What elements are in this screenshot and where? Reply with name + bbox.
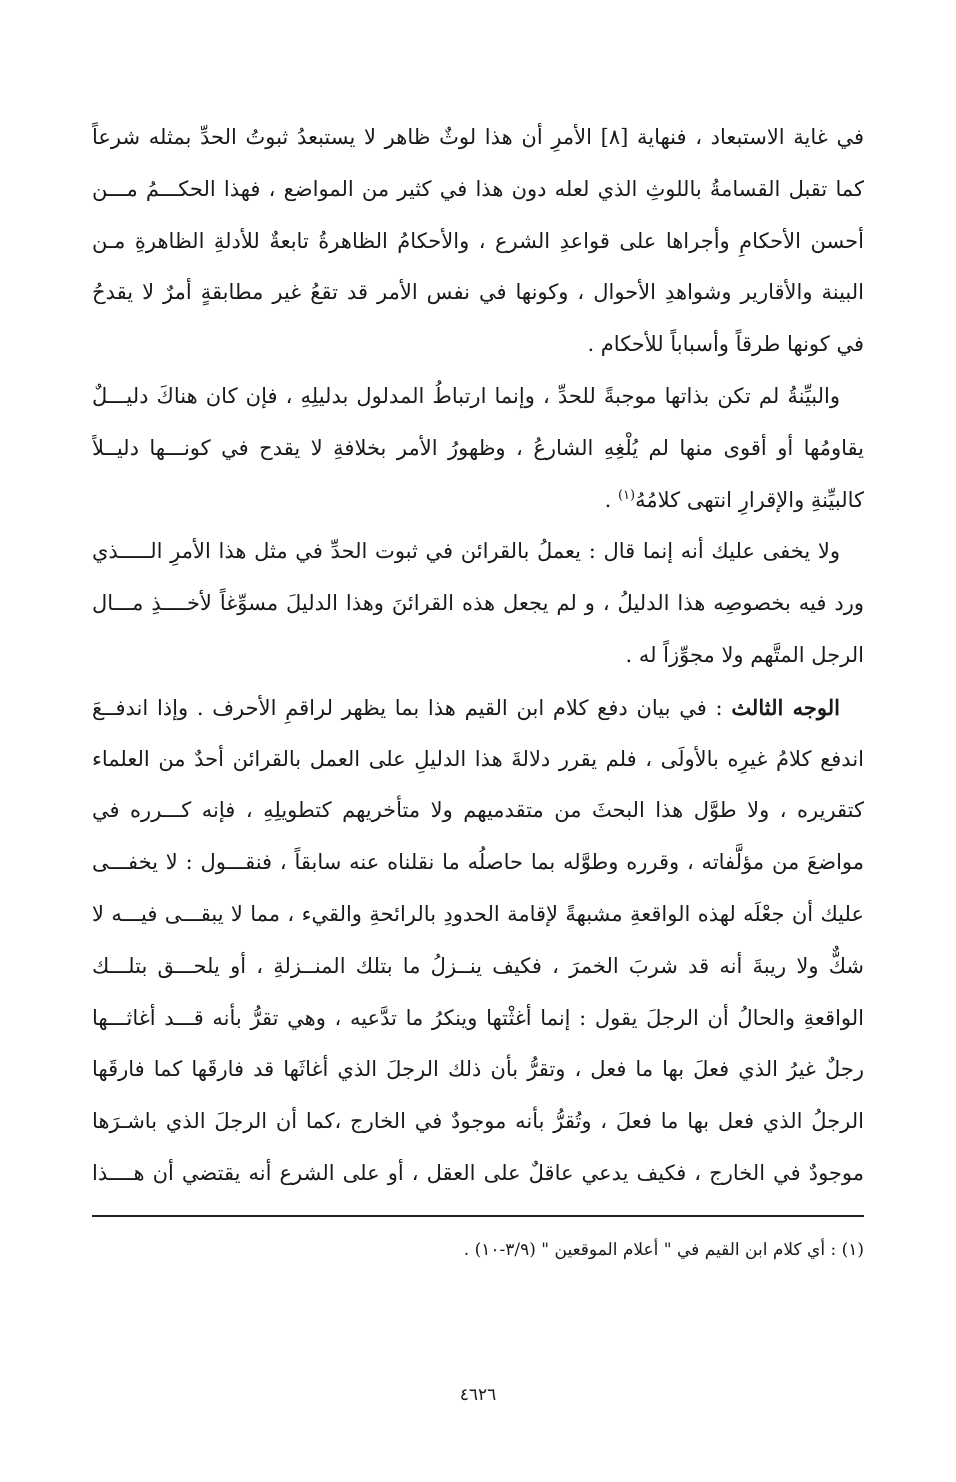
paragraph-end-period: . (604, 487, 618, 512)
text-line: الرجل المتَّهم ولا مجوِّزاً له . (625, 642, 864, 667)
text-line: عليك أن جعْلَه لهذه الواقعةِ مشبهةً لإقامة الحدودِ بالرائحةِ والقيء ، مما لا يبقـــى فيـــه لا (92, 901, 864, 926)
footnote: (١) : أي كلام ابن القيم في " أعلام الموقعين " (٣/٩-١٠) . (463, 1240, 864, 1260)
text-line: كتقريره ، ولا طوَّل هذا البحثَ من متقدميهم ولا متأخريهم كتطويلِهِ ، فإنه كـــرره في (92, 798, 864, 823)
page-number: ٤٦٢٦ (459, 1385, 497, 1405)
footnote-marker: (١) (617, 487, 636, 503)
text-line: والبيِّنةُ لم تكن بذاتها موجبةً للحدِّ ، وإنما ارتباطُ المدلول بدليلِهِ ، فإن كان هناكَ دليـــلٌ (92, 383, 840, 408)
text-line: البينة والأقارير وشواهدِ الأحوال ، وكونها في نفس الأمر قد تقعُ غير مطابقةٍ أمرٌ لا يقدحُ (92, 280, 864, 305)
text-line: يقاومُها أو أقوى منها لم يُلْغِهِ الشارعُ ، وظهورُ الأمر بخلافةِ لا يقدح في كونـــها دليــلاً (92, 435, 864, 460)
footnote-divider (92, 1215, 864, 1217)
section-label: الوجه الثالث (731, 694, 840, 720)
text-line: الواقعةِ والحالُ أن الرجلَ يقول : إنما أغثْتها وينكرُ ما تدَّعيه ، وهي تقرُّ بأنه قـــد أغاثـــها (92, 1005, 864, 1030)
text-line: في غاية الاستبعاد ، فنهاية [٨] الأمرِ أن هذا لوثٌ ظاهر لا يستبعدُ ثبوتُ الحدِّ بمثله شرعاً (92, 125, 864, 149)
text-line: ورد فيه بخصوصِه هذا الدليلُ ، و لم يجعل هذه القرائنَ وهذا الدليلَ مسوِّغاً لأخــــذِ مـــال (92, 591, 864, 616)
text-line: في كونها طرقاً وأسباباً للأحكام . (587, 332, 864, 357)
text-line: موجودٌ في الخارج ، فكيف يدعي عاقلٌ على العقل ، أو على الشرع أنه يقتضي أن هــــذا (92, 1160, 864, 1185)
paragraph-end-text: كالبيِّنةِ والإقرارِ انتهى كلامُهُ (635, 487, 864, 512)
text-line (92, 475, 864, 527)
text-line: أحسن الأحكامِ وأجراها على قواعدِ الشرع ، والأحكامُ الظاهرةُ تابعةٌ للأدلةِ الظاهرةِ مـن (92, 228, 864, 253)
text-line: الرجلُ الذي فعل بها ما فعلَ ، وتُقرُّ بأنه موجودٌ في الخارج ،كما أن الرجلَ الذي باشـرَها (92, 1109, 864, 1134)
main-text (92, 112, 864, 1200)
text-line: اندفع كلامُ غيرِه بالأولَى ، فلم يقرر دلالةَ هذا الدليلِ على العمل بالقرائن أحدٌ من العلماء (92, 746, 864, 771)
text-line: رجلٌ غيرُ الذي فعلَ بها ما فعل ، وتقرُّ بأن ذلك الرجلَ الذي أغاثَها قد فارقَها كما فارقَها (92, 1057, 864, 1082)
text-line: مواضعَ من مؤلَّفاته ، وقرره وطوَّله بما حاصلُه ما نقلناه عنه سابقاً ، فنقـــول : لا يخفـــى (92, 850, 864, 875)
text-line: شكٌّ ولا ريبةَ أنه قد شربَ الخمرَ ، فكيف ينــزلُ ما بتلك المنــزلةِ ، أو يلحـــق بتلـــك (92, 953, 864, 978)
section-intro-text: : في بيان دفع كلام ابن القيم هذا بما يظهر لراقمِ الأحرف . وإذا اندفــعَ (92, 695, 732, 720)
text-line: ولا يخفى عليك أنه إنما قال : يعملُ بالقرائن في ثبوت الحدِّ في مثل هذا الأمرِ الـــــذي (92, 539, 840, 564)
text-line (92, 682, 864, 734)
text-line: كما تقبل القسامةُ باللوثِ الذي لعله دون هذا في كثير من المواضع ، فهذا الحكـــمُ مـــن (92, 176, 864, 201)
